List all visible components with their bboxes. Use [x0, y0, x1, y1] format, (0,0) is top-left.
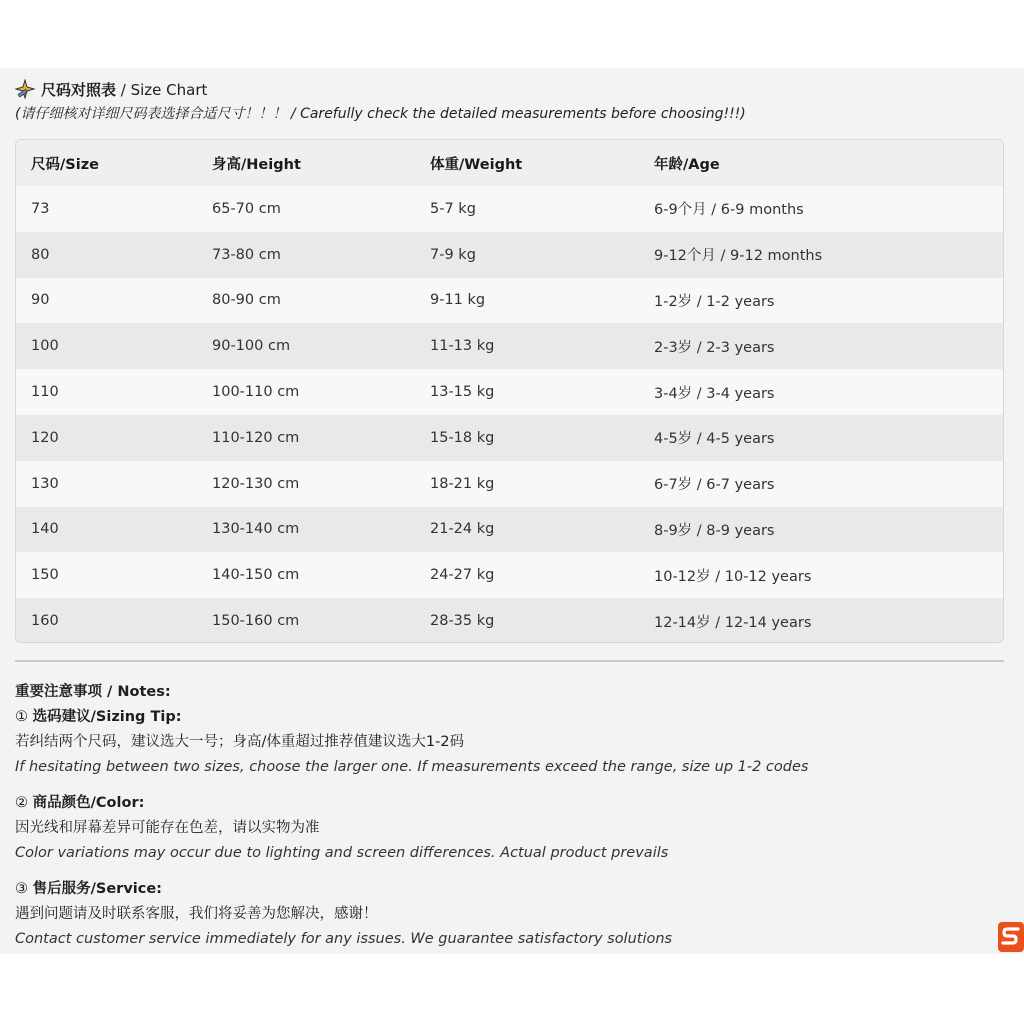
page-subtitle: (请仔细核对详细尺码表选择合适尺寸！！！ / Carefully check the detailed measurements before choosing!!!): [15, 106, 746, 122]
table-row: [16, 507, 1003, 553]
table-row: [16, 323, 1003, 369]
cell-size: 100: [31, 338, 59, 355]
note-text-zh: 遇到问题请及时联系客服，我们将妥善为您解决，感谢！: [15, 906, 378, 922]
cell-size: 130: [31, 475, 59, 492]
cell-weight: 24-27 kg: [430, 567, 495, 584]
note-text-zh: 若纠结两个尺码，建议选大一号；身高/体重超过推荐值建议选大1-2码: [15, 734, 465, 750]
note-text-en: If hesitating between two sizes, choose the larger one. If measurements exceed the range, size up 1-2 codes: [15, 759, 809, 775]
note-number: ①: [15, 709, 28, 725]
cell-height: 100-110 cm: [212, 384, 300, 401]
table-header-row: [16, 140, 1003, 186]
header: [15, 78, 1005, 123]
cell-height: 73-80 cm: [212, 246, 281, 263]
cell-size: 160: [31, 613, 59, 630]
cell-size: 140: [31, 521, 59, 538]
cell-size: 73: [31, 200, 50, 217]
sparkle-ruler-icon: [15, 79, 35, 99]
cell-height: 80-90 cm: [212, 292, 281, 309]
cell-weight: 7-9 kg: [430, 246, 476, 263]
cell-size: 80: [31, 246, 50, 263]
cell-size: 150: [31, 567, 59, 584]
cell-weight: 5-7 kg: [430, 200, 476, 217]
cell-age: 3-4岁 / 3-4 years: [654, 385, 775, 402]
title-en: / Size Chart: [116, 80, 208, 99]
note-service: [15, 877, 1005, 952]
brand-s-logo-icon: [996, 920, 1024, 954]
cell-age: 8-9岁 / 8-9 years: [654, 522, 775, 539]
cell-height: 110-120 cm: [212, 429, 300, 446]
note-label: 售后服务/Service:: [32, 881, 162, 897]
note-number: ③: [15, 881, 28, 897]
note-number: ②: [15, 795, 28, 811]
cell-weight: 28-35 kg: [430, 613, 495, 630]
size-table: [15, 139, 1004, 643]
column-header-weight: 体重/Weight: [430, 156, 523, 173]
cell-size: 110: [31, 384, 59, 401]
note-text-zh: 因光线和屏幕差异可能存在色差，请以实物为准: [15, 820, 320, 836]
page-title: [15, 78, 1005, 100]
cell-size: 120: [31, 429, 59, 446]
table-row: [16, 552, 1003, 598]
cell-size: 90: [31, 292, 50, 309]
cell-height: 65-70 cm: [212, 200, 281, 217]
section-divider: [15, 660, 1004, 662]
column-header-age: 年龄/Age: [654, 156, 720, 173]
cell-weight: 15-18 kg: [430, 429, 495, 446]
column-header-height: 身高/Height: [212, 156, 301, 173]
cell-weight: 11-13 kg: [430, 338, 495, 355]
cell-height: 150-160 cm: [212, 613, 300, 630]
size-chart-page: [0, 68, 1024, 954]
cell-weight: 21-24 kg: [430, 521, 495, 538]
note-text-en: Contact customer service immediately for any issues. We guarantee satisfactory solutions: [15, 931, 673, 947]
column-header-size: 尺码/Size: [31, 156, 99, 173]
cell-age: 12-14岁 / 12-14 years: [654, 614, 812, 631]
table-row: [16, 278, 1003, 324]
cell-height: 120-130 cm: [212, 475, 300, 492]
table-row: [16, 461, 1003, 507]
cell-weight: 18-21 kg: [430, 475, 495, 492]
cell-age: 2-3岁 / 2-3 years: [654, 339, 775, 356]
cell-age: 9-12个月 / 9-12 months: [654, 248, 823, 265]
title-zh: 尺码对照表: [41, 80, 117, 99]
cell-weight: 9-11 kg: [430, 292, 486, 309]
note-label: 选码建议/Sizing Tip:: [32, 709, 182, 725]
cell-age: 10-12岁 / 10-12 years: [654, 568, 812, 585]
table-row: [16, 598, 1003, 643]
note-sizing-tip: [15, 705, 1005, 780]
notes-section: [15, 680, 1005, 963]
cell-age: 6-7岁 / 6-7 years: [654, 477, 775, 494]
notes-title: 重要注意事项 / Notes:: [15, 684, 171, 700]
note-label: 商品颜色/Color:: [32, 795, 145, 811]
cell-height: 140-150 cm: [212, 567, 300, 584]
cell-age: 1-2岁 / 1-2 years: [654, 293, 775, 310]
table-row: [16, 415, 1003, 461]
note-color: [15, 791, 1005, 866]
table-row: [16, 186, 1003, 232]
table-row: [16, 369, 1003, 415]
cell-height: 90-100 cm: [212, 338, 291, 355]
note-text-en: Color variations may occur due to lighting and screen differences. Actual product prevails: [15, 845, 669, 861]
table-row: [16, 232, 1003, 278]
cell-age: 4-5岁 / 4-5 years: [654, 431, 775, 448]
cell-age: 6-9个月 / 6-9 months: [654, 202, 804, 219]
cell-height: 130-140 cm: [212, 521, 300, 538]
cell-weight: 13-15 kg: [430, 384, 495, 401]
